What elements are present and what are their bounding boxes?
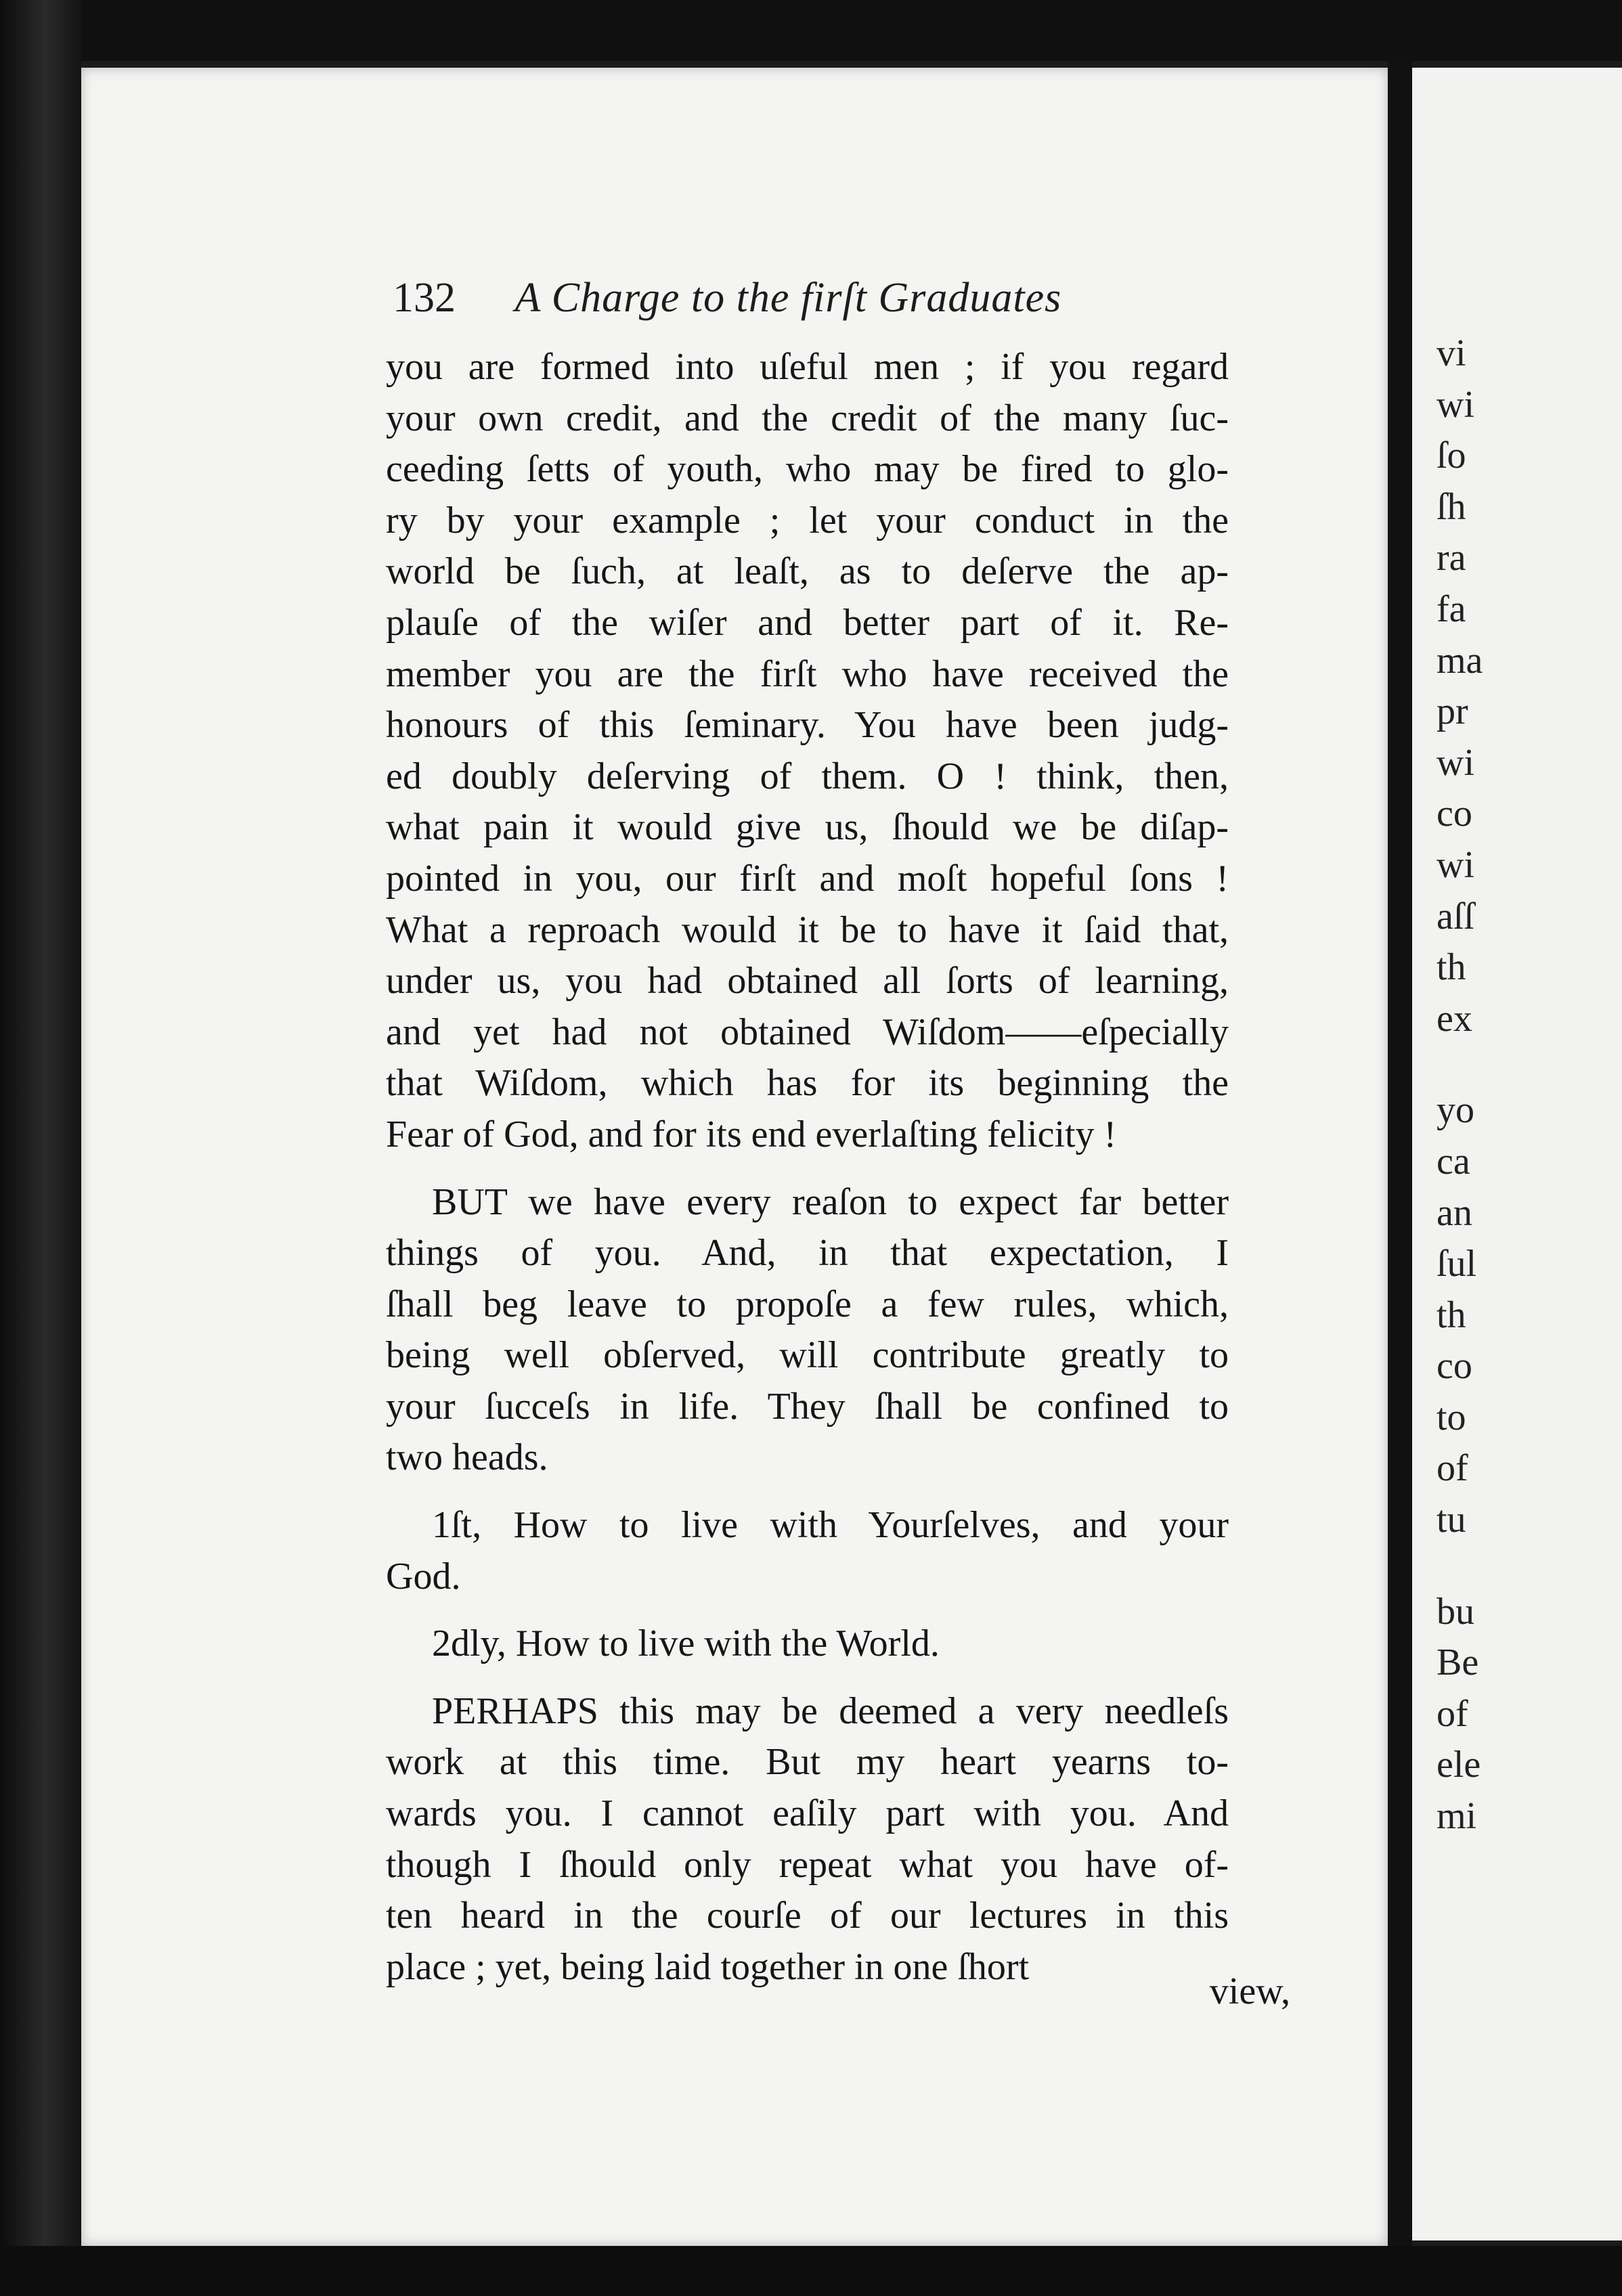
scan-border-bottom xyxy=(0,2246,1622,2296)
running-title: A Charge to the firſt Graduates xyxy=(514,275,1062,321)
facing-page-fragment: yo xyxy=(1437,1089,1474,1132)
paragraph xyxy=(386,1500,1229,1602)
text-line: ſhall beg leave to propoſe a few rules, which, xyxy=(386,1283,1229,1325)
facing-page-fragment: ſo xyxy=(1437,435,1466,477)
facing-page-fragment xyxy=(1412,1549,1622,1590)
text-line: plauſe of the wiſer and better part of it. Re- xyxy=(386,601,1229,644)
text-line: that Wiſdom, which has for its beginning the xyxy=(386,1062,1229,1105)
facing-page-fragment: wi xyxy=(1437,741,1474,784)
text-line: your own credit, and the credit of the many ſuc- xyxy=(386,397,1229,439)
paragraph xyxy=(386,342,1229,1161)
page-number: 132 xyxy=(393,275,456,321)
paragraph-gap xyxy=(386,1161,1229,1177)
text-line: PERHAPS this may be deemed a very needleſs xyxy=(432,1690,1229,1732)
facing-page-fragment: aſſ xyxy=(1437,895,1474,937)
running-head xyxy=(393,274,1239,328)
text-line: being well obſerved, will contribute greatly to xyxy=(386,1334,1229,1377)
facing-page xyxy=(1412,68,1622,2240)
text-line: world be ſuch, at leaſt, as to deſerve the ap- xyxy=(386,550,1229,593)
text-line: 1ſt, How to live with Yourſelves, and your xyxy=(432,1504,1229,1547)
facing-page-fragment: an xyxy=(1437,1191,1472,1234)
paragraph-gap xyxy=(386,1484,1229,1500)
scan-border-left xyxy=(0,0,81,2296)
facing-page-fragment: ele xyxy=(1437,1744,1481,1786)
text-line: member you are the firſt who have received the xyxy=(386,653,1229,695)
facing-page-fragment: Be xyxy=(1437,1641,1479,1684)
text-line: pointed in you, our firſt and moſt hopeful ſons ! xyxy=(386,857,1229,900)
text-line: honours of this ſeminary. You have been judg- xyxy=(386,704,1229,747)
text-line: place ; yet, being laid together in one ſhort xyxy=(386,1945,1030,1988)
body-text xyxy=(386,342,1229,1993)
text-line: and yet had not obtained Wiſdom——eſpecially xyxy=(386,1011,1229,1053)
text-line: things of you. And, in that expectation, I xyxy=(386,1232,1229,1275)
facing-page-fragment xyxy=(1412,1048,1622,1088)
facing-page-fragment: pr xyxy=(1437,690,1468,733)
facing-page-fragment: of xyxy=(1437,1692,1468,1735)
facing-page-fragment: ſul xyxy=(1437,1243,1477,1285)
paragraph xyxy=(386,1686,1229,1993)
facing-page-fragment: ra xyxy=(1437,537,1466,579)
facing-page-fragment: wi xyxy=(1437,383,1474,426)
text-line: Fear of God, and for its end everlaſting felicity ! xyxy=(386,1113,1117,1155)
text-line: under us, you had obtained all ſorts of learning, xyxy=(386,960,1229,1002)
facing-page-fragment: bu xyxy=(1437,1590,1474,1633)
facing-page-fragment: vi xyxy=(1437,332,1466,374)
text-line: your ſucceſs in life. They ſhall be confined to xyxy=(386,1385,1229,1428)
facing-page-fragment: of xyxy=(1437,1447,1468,1490)
paragraph-gap xyxy=(386,1602,1229,1618)
paragraph xyxy=(386,1618,1229,1670)
text-line: ceeding ſetts of youth, who may be fired to glo- xyxy=(386,448,1229,491)
text-line: ed doubly deſerving of them. O ! think, then, xyxy=(386,755,1229,797)
text-line: you are formed into uſeful men ; if you regard xyxy=(386,346,1229,388)
book-gutter xyxy=(1388,61,1412,2254)
text-line: two heads. xyxy=(386,1436,548,1479)
facing-page-fragment: th xyxy=(1437,1294,1466,1336)
facing-page-fragment: co xyxy=(1437,793,1472,835)
text-line: God. xyxy=(386,1555,461,1597)
text-line: What a reproach would it be to have it ſaid that, xyxy=(386,908,1229,951)
text-line: wards you. I cannot eaſily part with you. And xyxy=(386,1792,1229,1835)
text-line: though I ſhould only repeat what you have of- xyxy=(386,1843,1229,1886)
facing-page-fragment: co xyxy=(1437,1345,1472,1388)
text-line: BUT we have every reaſon to expect far better xyxy=(432,1180,1229,1223)
paragraph-gap xyxy=(386,1670,1229,1686)
catchword: view, xyxy=(1209,1970,1290,2012)
paragraph xyxy=(386,1177,1229,1484)
facing-page-fragment: to xyxy=(1437,1396,1466,1438)
facing-page-fragment: mi xyxy=(1437,1795,1477,1838)
text-line: ten heard in the courſe of our lectures in this xyxy=(386,1895,1229,1937)
facing-page-fragment: th xyxy=(1437,946,1466,989)
text-line: ry by your example ; let your conduct in the xyxy=(386,499,1229,542)
text-line: what pain it would give us, ſhould we be diſap- xyxy=(386,806,1229,849)
scan-border-top xyxy=(0,0,1622,61)
facing-page-fragment: wi xyxy=(1437,843,1474,886)
facing-page-fragment: tu xyxy=(1437,1499,1466,1541)
text-line: work at this time. But my heart yearns to- xyxy=(386,1741,1229,1784)
facing-page-fragment: ſh xyxy=(1437,485,1466,528)
facing-page-fragment: fa xyxy=(1437,588,1466,630)
facing-page-fragment: ma xyxy=(1437,639,1483,682)
facing-page-fragment: ca xyxy=(1437,1140,1470,1183)
text-line: 2dly, How to live with the World. xyxy=(432,1622,940,1665)
facing-page-fragment: ex xyxy=(1437,997,1472,1040)
